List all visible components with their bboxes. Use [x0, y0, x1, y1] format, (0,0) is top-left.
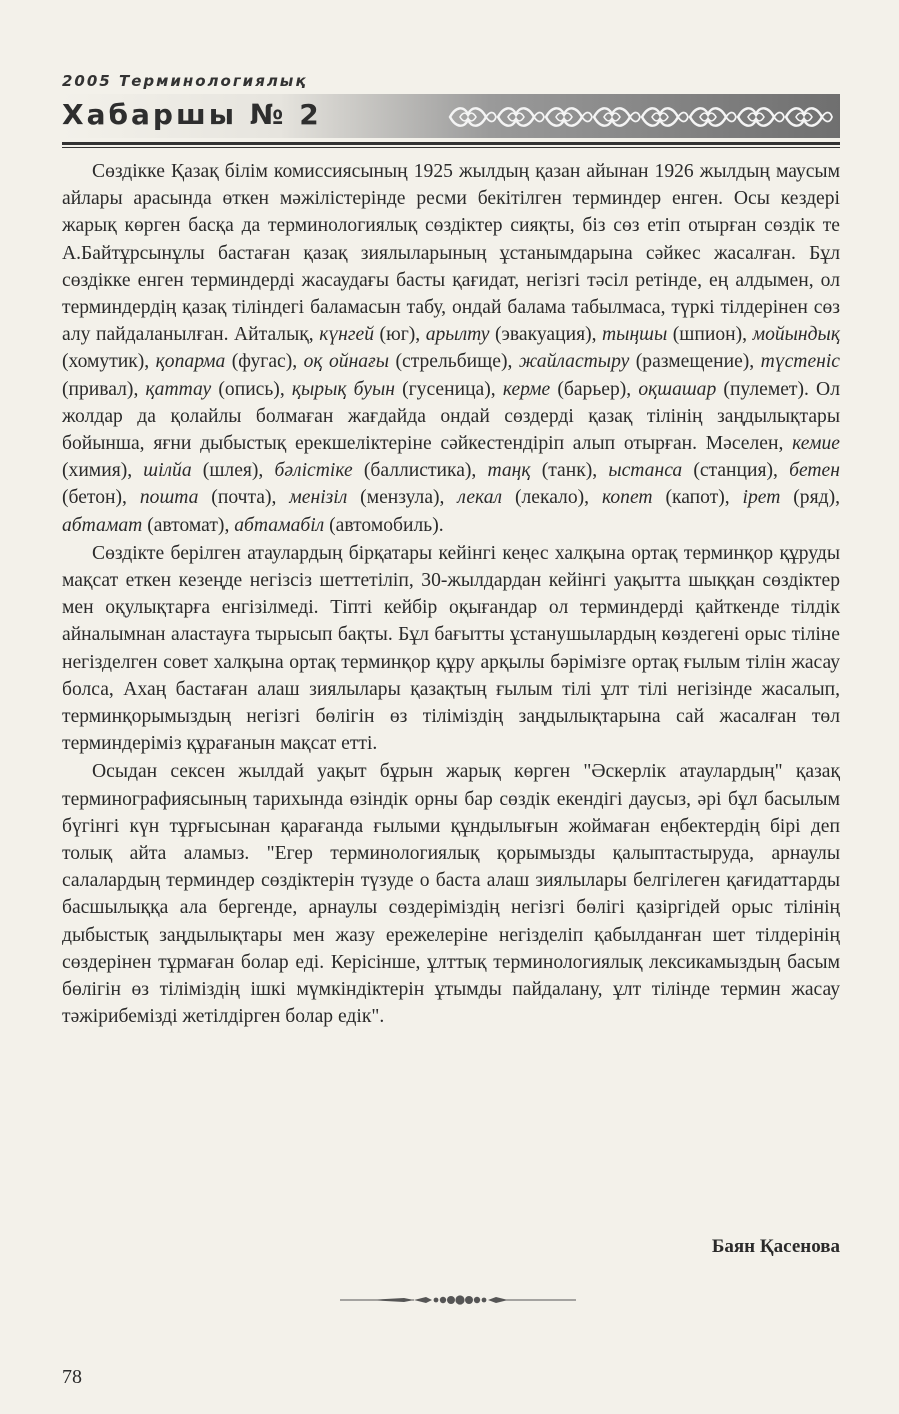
text-run: (шлея),: [191, 460, 275, 482]
bead-divider-icon: [340, 1292, 580, 1308]
text-run: (барьер),: [550, 378, 639, 400]
term-italic: бәлістіке: [274, 460, 353, 482]
text-run: (танк),: [530, 460, 609, 482]
text-run: (гусеница),: [394, 378, 503, 400]
kazakh-ornament-icon: [448, 102, 838, 132]
article-paragraph: [62, 540, 840, 758]
term-italic: жайластыру: [518, 351, 630, 373]
term-italic: ірет: [742, 487, 781, 509]
term-italic: таңқ: [487, 460, 531, 482]
text-run: (мензула),: [347, 487, 458, 509]
term-italic: абтамат: [62, 514, 143, 536]
term-italic: копет: [601, 487, 653, 509]
term-italic: абтамабіл: [234, 514, 325, 536]
text-run: (хомутик),: [62, 351, 156, 373]
text-run: (автомат),: [142, 514, 235, 536]
term-italic: қопарма: [155, 351, 226, 373]
header-rule-thin: [62, 147, 840, 148]
term-italic: түстеніс: [760, 351, 841, 373]
text-run: (химия),: [62, 460, 144, 482]
text-run: Сөздікте берілген атаулардың бірқатары кейінгі кеңес халқына ортақ терминқор құруды мақсат еткен кезеңде негізсіз шеттетіліп, 30-жылдардан кейінгі уақытта шыққан сөздіктер мен оқулықтарға енгізілмеді. Тіпті кейбір оқығандар ол терминдерді қайткенде тілдік айналымнан аластауға тырысып бақты. Бұл бағытты ұстанушылардың көздегені орыс тіліне негізделген совет халқына ортақ терминқор құру арқылы бәрімізге ортақ ғылым тілін жасау болса, Ахаң бастаған алаш зиялылары қазақтың ғылым тілі ұлт тілі негізінде жасалып, терминқорымыздың негізгі бөлігін өз тіліміздің заңдылықтарына сай жасалған төл терминдеріміз құрағанын мақсат етті.: [62, 542, 840, 755]
term-italic: ыстанса: [608, 460, 683, 482]
page-number: 78: [62, 1366, 82, 1388]
text-run: (привал),: [62, 378, 146, 400]
bleed-through-text: [62, 1205, 842, 1340]
article-body: [62, 158, 840, 1031]
text-run: (ряд),: [780, 487, 841, 509]
term-italic: шілйа: [143, 460, 192, 482]
journal-line: 2005 Терминологиялық: [62, 72, 308, 90]
text-run: (лекало),: [502, 487, 602, 509]
text-run: (фугас),: [225, 351, 304, 373]
text-run: (опись),: [211, 378, 292, 400]
text-run: (юг),: [374, 324, 426, 346]
term-italic: күнгей: [319, 324, 375, 346]
term-italic: қаттау: [145, 378, 212, 400]
term-italic: пошта: [139, 487, 199, 509]
text-run: Сөздікке Қазақ білім комиссиясының 1925 жылдың қазан айынан 1926 жылдың маусым айлары арасында өткен мәжілістерінде ресми бекітілген терминдер енген. Осы кездері жарық көрген басқа да терминологиялық сөздіктер сияқты, біз сөз етіп отырған сөздік те А.Байтұрсынұлы бастаған қазақ зиялыларының ұстанымдарына сәйкес жасалған. Бұл сөздікке енген терминдерді жасаудағы басты қағидат, негізгі тәсіл ретінде, ең алдымен, ол терминдердің қазақ тіліндегі баламасын табу, ондай балама табылмаса, түркі тілдерінен сөз алу пайдаланылған. Айталық,: [62, 161, 840, 346]
term-italic: қырық буын: [291, 378, 395, 400]
text-run: (стрельбище),: [389, 351, 519, 373]
term-italic: арылту: [425, 324, 490, 346]
text-run: (эвакуация),: [489, 324, 603, 346]
text-run: (капот),: [652, 487, 743, 509]
term-italic: оқ ойнағы: [303, 351, 390, 373]
term-italic: менізіл: [289, 487, 348, 509]
term-italic: бетен: [789, 460, 840, 482]
header-band: [62, 94, 840, 138]
article-paragraph: [62, 758, 840, 1030]
term-italic: мойындық: [752, 324, 840, 346]
text-run: (почта),: [198, 487, 290, 509]
article-paragraph: [62, 158, 840, 539]
header-rule: [62, 142, 840, 145]
text-run: (размещение),: [629, 351, 761, 373]
text-run: (пулемет). Ол жолдар да қолайлы болмаған жағдайда ондай сөздерді қазақ тілінің заңдылықтары бойынша, яғни дыбыстық ерекшеліктеріне сәйкестендіріп алып отырған. Мәселен,: [62, 378, 840, 455]
text-run: (станция),: [682, 460, 790, 482]
journal-title: Хабаршы № 2: [62, 98, 322, 131]
text-run: (автомобиль).: [324, 514, 444, 536]
page-header: [62, 72, 840, 148]
term-italic: тыңшы: [602, 324, 668, 346]
term-italic: керме: [502, 378, 551, 400]
term-italic: лекал: [457, 487, 503, 509]
text-run: (бетон),: [62, 487, 140, 509]
term-italic: оқшашар: [638, 378, 717, 400]
text-run: (баллистика),: [352, 460, 488, 482]
text-run: (шпион),: [667, 324, 753, 346]
author-name: Баян Қасенова: [711, 1236, 840, 1257]
text-run: Осыдан сексен жылдай уақыт бұрын жарық көрген "Әскерлік атаулардың" қазақ терминографиясының тарихында өзіндік орны бар сөздік екендігі даусыз, әрі бұл басылым бүгінгі күн тұрғысынан қарағанда ғылыми құндылығын жоймаған еңбектердің бірі деп толық айта аламыз. "Егер терминологиялық қорымызды қалыптастыруда, арнаулы салалардың терминдер сөздіктерін түзуде о баста алаш зиялылары белгілеген қағидаттарды басшылыққа ала бергенде, арнаулы сөздеріміздің негізгі бөлігі қазіргідей орыс тілінің дыбыстық заңдылықтары мен жазу ережелеріне негізделіп қабылданған шет тілдерінің сөздерінен тұрмаған болар еді. Керісінше, ұлттық терминологиялық лексикамыздың басым бөлігін өз тіліміздің ішкі мүмкіндіктерін ұтымды пайдалану, ұлт тілінде термин жасау тәжірибемізді жетілдірген болар едік".: [62, 761, 840, 1028]
term-italic: кемие: [792, 433, 840, 455]
